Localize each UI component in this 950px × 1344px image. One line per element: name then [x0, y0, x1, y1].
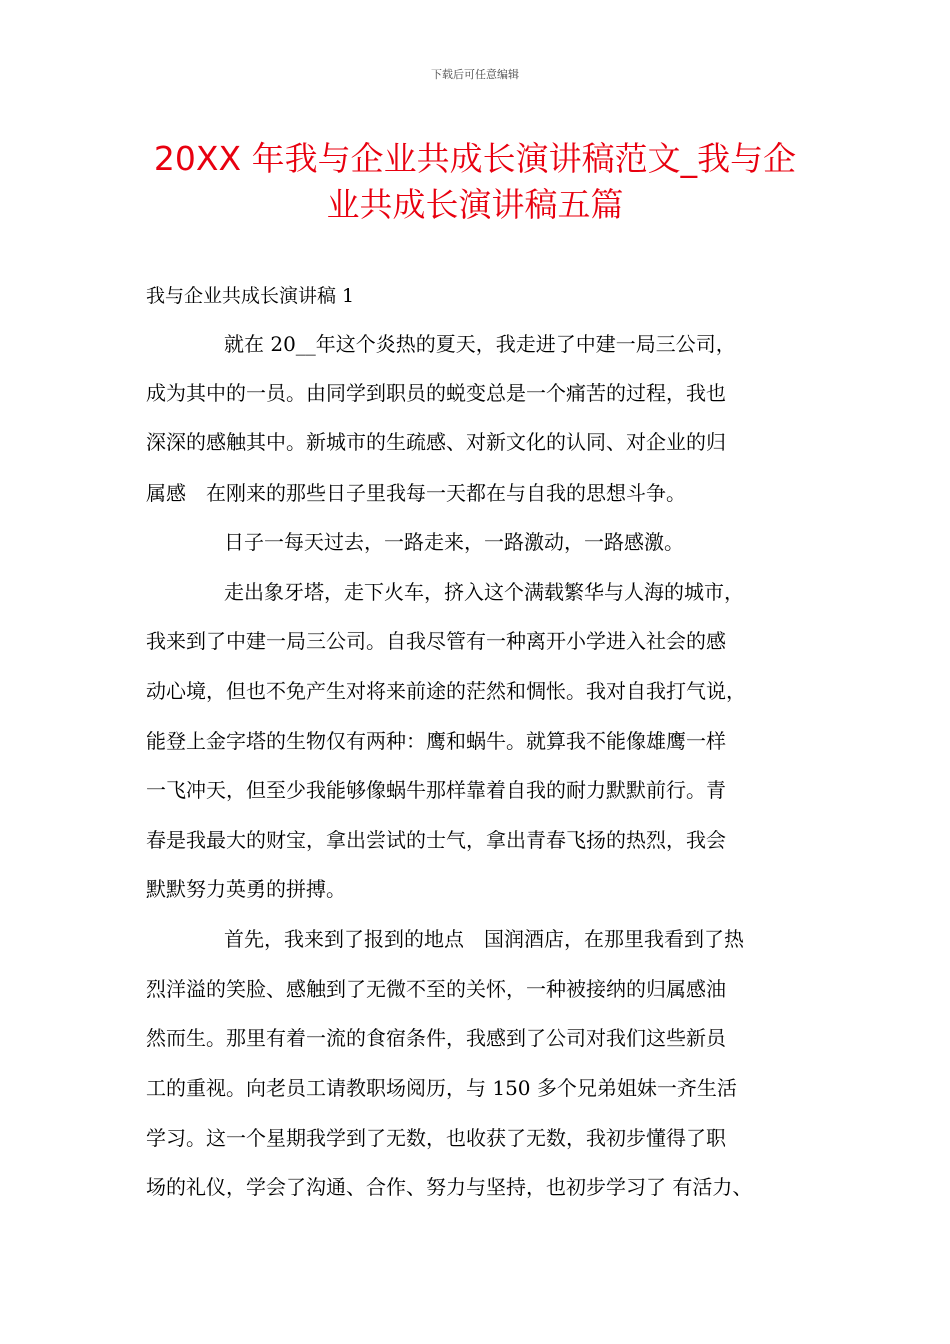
body-line: 深深的感触其中。新城市的生疏感、对新文化的认同、对企业的归	[146, 430, 726, 454]
body-line: 走出象牙塔，走下火车，挤入这个满载繁华与人海的城市，	[224, 580, 744, 604]
document-title-line-2: 业共成长演讲稿五篇	[326, 185, 624, 224]
body-line: 学习。这一个星期我学到了无数，也收获了无数，我初步懂得了职	[146, 1126, 726, 1150]
body-line: 属感 在刚来的那些日子里我每一天都在与自我的思想斗争。	[146, 481, 686, 505]
section-heading: 我与企业共成长演讲稿 1	[146, 285, 355, 307]
document-title	[110, 136, 840, 228]
body-line: 成为其中的一员。由同学到职员的蜕变总是一个痛苦的过程，我也	[146, 381, 726, 405]
body-line: 动心境，但也不免产生对将来前途的茫然和惆怅。我对自我打气说，	[146, 679, 746, 703]
body-line: 然而生。那里有着一流的食宿条件，我感到了公司对我们这些新员	[146, 1026, 726, 1050]
body-line: 默默努力英勇的拼搏。	[146, 877, 346, 901]
document-title-line-1: 20XX 年我与企业共成长演讲稿范文_我与企	[153, 139, 797, 178]
body-line: 烈洋溢的笑脸、感触到了无微不至的关怀，一种被接纳的归属感油	[146, 977, 726, 1001]
body-line: 就在 20__年这个炎热的夏天，我走进了中建一局三公司，	[224, 332, 736, 356]
body-line: 我来到了中建一局三公司。自我尽管有一种离开小学进入社会的感	[146, 629, 726, 653]
header-note: 下载后可任意编辑	[431, 68, 519, 81]
body-line: 一飞冲天，但至少我能够像蜗牛那样靠着自我的耐力默默前行。青	[146, 778, 726, 802]
body-line: 日子一每天过去，一路走来，一路激动，一路感激。	[224, 530, 684, 554]
body-line: 能登上金字塔的生物仅有两种：鹰和蜗牛。就算我不能像雄鹰一样	[146, 729, 726, 753]
body-line: 场的礼仪，学会了沟通、合作、努力与坚持，也初步学习了 有活力、	[146, 1175, 753, 1199]
body-line: 春是我最大的财宝，拿出尝试的士气，拿出青春飞扬的热烈，我会	[146, 828, 726, 852]
body-line: 工的重视。向老员工请教职场阅历，与 150 多个兄弟姐妹一齐生活	[146, 1076, 737, 1100]
body-line: 首先，我来到了报到的地点 国润酒店，在那里我看到了热	[224, 927, 744, 951]
